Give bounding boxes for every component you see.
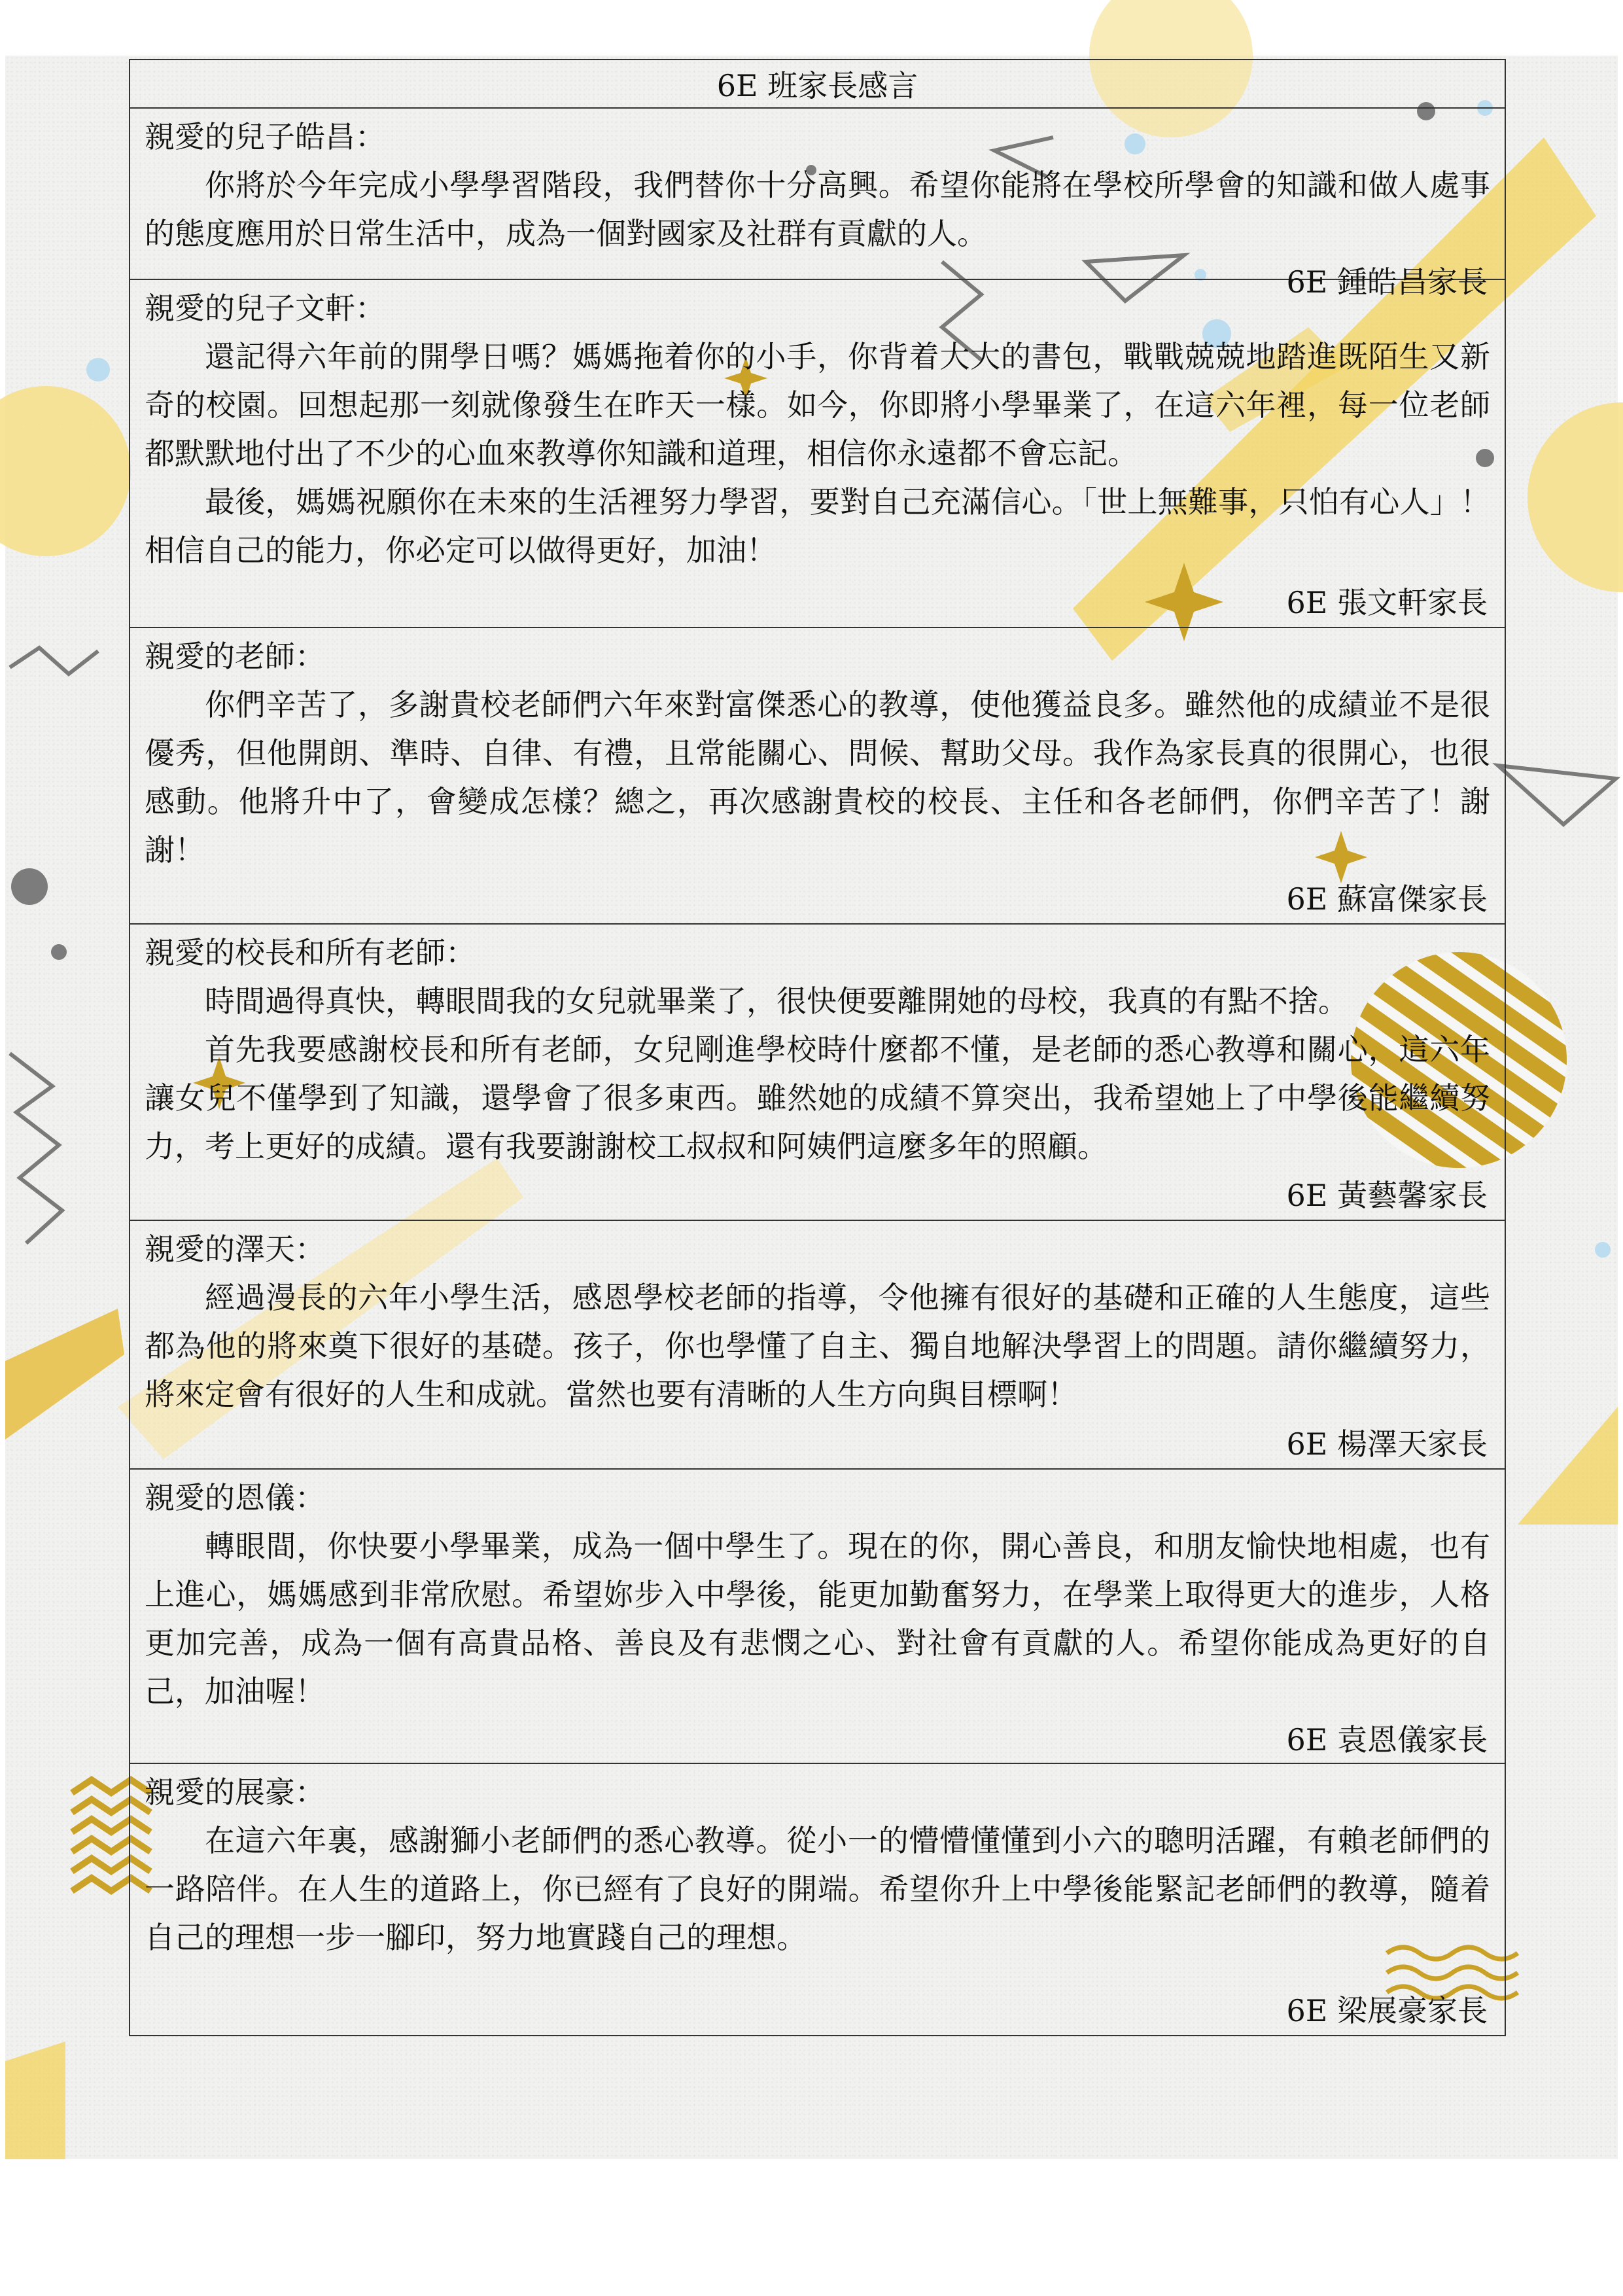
- blue-dot-3: [86, 358, 110, 381]
- message-paragraph: 在這六年裏，感謝獅小老師們的悉心教導。從小一的懵懵懂懂到小六的聰明活躍，有賴老師們的一路陪伴。在人生的道路上，你已經有了良好的開端。希望你升上中學後能緊記老師們的教導，隨着自己的理想一步一腳印，努力地實踐自己的理想。: [145, 1823, 1490, 1955]
- message-block: [130, 925, 1505, 1221]
- salutation: 親愛的展豪：: [145, 1775, 325, 1810]
- table-title: 6E 班家長感言: [130, 60, 1505, 109]
- salutation: 親愛的澤天：: [145, 1231, 325, 1267]
- signer: 6E 袁恩儀家長: [1286, 1722, 1488, 1757]
- message-paragraph: 時間過得真快，轉眼間我的女兒就畢業了，很快便要離開她的母校，我真的有點不捨。: [205, 983, 1348, 1019]
- grey-outline-triangle: [1498, 766, 1616, 824]
- message-paragraph: 你們辛苦了，多謝貴校老師們六年來對富傑悉心的教導，使他獲益良多。雖然他的成績並不是很優秀，但他開朗、準時、自律、有禮，且常能關心、問候、幫助父母。我作為家長真的很開心，也很感動。他將升中了，會變成怎樣？總之，再次感謝貴校的校長、主任和各老師們，你們辛苦了！謝謝！: [145, 687, 1490, 868]
- yellow-triangle-bottom-left: [5, 2041, 65, 2159]
- message-paragraph: 最後，媽媽祝願你在未來的生活裡努力學習，要對自己充滿信心。「世上無難事，只怕有心人」！相信自己的能力，你必定可以做得更好，加油！: [145, 484, 1490, 568]
- grey-dot-1: [11, 868, 48, 905]
- grey-dot-2: [51, 944, 67, 960]
- message-paragraph: 首先我要感謝校長和所有老師，女兒剛進學校時什麼都不懂，是老師的悉心教導和關心，這六年讓女兒不僅學到了知識，還學會了很多東西。雖然她的成績不算突出，我希望她上了中學後能繼續努力，考上更好的成績。還有我要謝謝校工叔叔和阿姨們這麼多年的照顧。: [145, 1032, 1490, 1164]
- signer: 6E 楊澤天家長: [1286, 1426, 1488, 1462]
- signer: 6E 蘇富傑家長: [1286, 881, 1488, 917]
- signer: 6E 張文軒家長: [1286, 585, 1488, 620]
- signer: 6E 黃藝馨家長: [1286, 1178, 1488, 1213]
- yellow-stripe-left: [5, 1309, 124, 1439]
- message-paragraph: 還記得六年前的開學日嗎？媽媽拖着你的小手，你背着大大的書包，戰戰兢兢地踏進既陌生又新奇的校園。回想起那一刻就像發生在昨天一樣。如今，你即將小學畢業了，在這六年裡，每一位老師都默默地付出了不少的心血來教導你知識和道理，相信你永遠都不會忘記。: [145, 339, 1490, 471]
- yellow-circle-right: [1527, 402, 1623, 592]
- message-block: [130, 109, 1505, 300]
- salutation: 親愛的兒子文軒：: [145, 291, 385, 326]
- salutation: 親愛的老師：: [145, 639, 325, 674]
- message-block: [130, 1221, 1505, 1470]
- message-block: [130, 280, 1505, 628]
- message-paragraph: 經過漫長的六年小學生活，感恩學校老師的指導，令他擁有很好的基礎和正確的人生態度，這些都為他的將來奠下很好的基礎。孩子，你也學懂了自主、獨自地解決學習上的問題。請你繼續努力，將來定會有很好的人生和成就。當然也要有清晰的人生方向與目標啊！: [145, 1280, 1490, 1412]
- salutation: 親愛的校長和所有老師：: [145, 935, 476, 970]
- message-block: [130, 628, 1505, 925]
- salutation: 親愛的兒子皓昌：: [145, 119, 385, 154]
- signer: 6E 鍾皓昌家長: [1286, 264, 1488, 300]
- message-paragraph: 你將於今年完成小學學習階段，我們替你十分高興。希望你能將在學校所學會的知識和做人處事的態度應用於日常生活中，成為一個對國家及社群有貢獻的人。: [145, 168, 1490, 251]
- signer: 6E 梁展豪家長: [1286, 1993, 1488, 2028]
- salutation: 親愛的恩儀：: [145, 1480, 325, 1515]
- message-block: [130, 1470, 1505, 1764]
- parents-message-table: [129, 59, 1506, 2036]
- yellow-triangle-right: [1518, 1407, 1618, 1525]
- message-paragraph: 轉眼間，你快要小學畢業，成為一個中學生了。現在的你，開心善良，和朋友愉快地相處，也有上進心，媽媽感到非常欣慰。希望妳步入中學後，能更加勤奮努力，在學業上取得更大的進步，人格更加完善，成為一個有高貴品格、善良及有悲憫之心、對社會有貢獻的人。希望你能成為更好的自己，加油喔！: [145, 1528, 1490, 1709]
- yellow-half-circle-left: [0, 386, 131, 556]
- message-block: [130, 1764, 1505, 2035]
- blue-dot-6: [1595, 1242, 1611, 1258]
